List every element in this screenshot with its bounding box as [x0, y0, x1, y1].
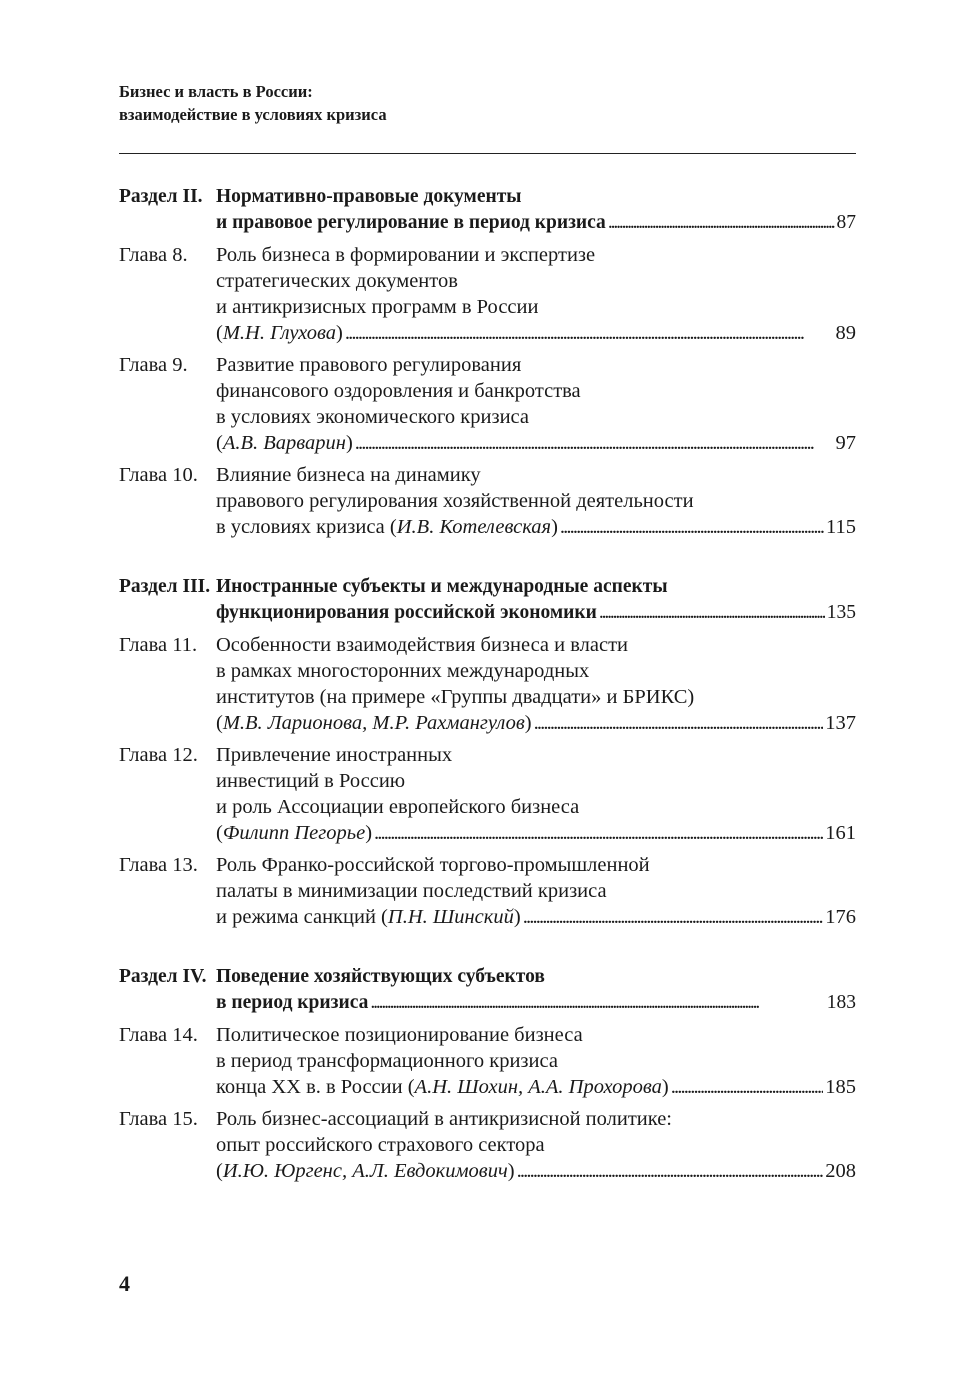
chapter-author: М.Н. Глухова — [222, 322, 336, 344]
chapter-author-line — [216, 514, 558, 540]
chapter-author: Филипп Пегорье — [222, 822, 366, 844]
page-number: 4 — [119, 1271, 130, 1296]
chapter-title-line: Роль Франко-российской торгово-промышленной — [216, 854, 650, 876]
chapter-title-line: Привлечение иностранных — [216, 744, 453, 766]
chapter-page-number: 176 — [825, 906, 856, 928]
author-suffix: ) — [524, 712, 532, 734]
chapter-title-line: и роль Ассоциации европейского бизнеса — [216, 796, 580, 818]
chapter-title-line: Роль бизнес-ассоциаций в антикризисной политике: — [216, 1108, 672, 1130]
dot-leader — [534, 710, 824, 736]
chapter-last-line — [216, 430, 856, 456]
chapter-last-line — [216, 1158, 856, 1184]
toc-section-entry[interactable] — [119, 184, 856, 236]
chapter-label: Глава 12. — [119, 744, 198, 766]
author-prefix: ( — [216, 1160, 223, 1182]
chapter-title-line: в период трансформационного кризиса — [216, 1050, 558, 1072]
author-prefix: ( — [216, 822, 223, 844]
author-prefix: ( — [216, 432, 223, 454]
chapter-title-line: Влияние бизнеса на динамику — [216, 464, 481, 486]
chapter-title-line: Развитие правового регулирования — [216, 354, 522, 376]
running-header-line-2: взаимодействие в условиях кризиса — [119, 105, 387, 124]
section-page-number: 183 — [826, 992, 856, 1013]
chapter-title-line: институтов (на примере «Группы двадцати» и БРИКС) — [216, 686, 695, 708]
toc-chapter-entry[interactable] — [119, 1106, 856, 1184]
chapter-label: Глава 14. — [119, 1024, 198, 1046]
chapter-last-line — [216, 514, 856, 540]
dot-leader — [345, 320, 834, 346]
chapter-title-line: стратегических документов — [216, 270, 458, 292]
section-label: Раздел III. — [119, 576, 211, 597]
chapter-page-number: 115 — [826, 516, 856, 538]
running-header — [119, 80, 387, 126]
chapter-title — [216, 242, 856, 346]
chapter-page-number: 208 — [825, 1160, 856, 1182]
chapter-title — [216, 352, 856, 456]
chapter-page-number: 89 — [835, 322, 856, 344]
toc-section-entry[interactable] — [119, 574, 856, 626]
chapter-author-line — [216, 904, 521, 930]
chapter-title — [216, 742, 856, 846]
chapter-page-number: 161 — [825, 822, 856, 844]
running-header-line-1: Бизнес и власть в России: — [119, 82, 313, 101]
chapter-title-line: финансового оздоровления и банкротства — [216, 380, 581, 402]
chapter-author: И.В. Котелевская — [396, 516, 552, 538]
chapter-title — [216, 462, 856, 540]
chapter-last-line — [216, 904, 856, 930]
chapter-title-line: в условиях экономического кризиса — [216, 406, 529, 428]
chapter-label: Глава 8. — [119, 244, 188, 266]
chapter-title — [216, 852, 856, 930]
chapter-last-line — [216, 820, 856, 846]
chapter-author-line — [216, 430, 353, 456]
section-title-line: Нормативно-правовые документы — [216, 186, 522, 207]
toc-chapter-entry[interactable] — [119, 742, 856, 846]
chapter-title-line: палаты в минимизации последствий кризиса — [216, 880, 607, 902]
section-label: Раздел II. — [119, 186, 203, 207]
chapter-label: Глава 10. — [119, 464, 198, 486]
chapter-title-line: в рамках многосторонних международных — [216, 660, 590, 682]
toc-chapter-entry[interactable] — [119, 462, 856, 540]
section-page-number: 135 — [826, 602, 856, 623]
chapter-title-line: Политическое позиционирование бизнеса — [216, 1024, 583, 1046]
header-divider — [119, 153, 856, 154]
section-spacer — [119, 930, 856, 964]
chapter-author-line — [216, 320, 343, 346]
dot-leader — [671, 1074, 824, 1100]
chapter-title-line: опыт российского страхового сектора — [216, 1134, 545, 1156]
chapter-title — [216, 632, 856, 736]
section-spacer — [119, 540, 856, 574]
chapter-label: Глава 13. — [119, 854, 198, 876]
chapter-author: П.Н. Шинский — [387, 906, 514, 928]
chapter-page-number: 137 — [825, 712, 856, 734]
chapter-page-number: 97 — [835, 432, 856, 454]
author-suffix: ) — [345, 432, 353, 454]
section-title — [216, 574, 856, 626]
section-title — [216, 184, 856, 236]
author-suffix: ) — [551, 516, 558, 538]
author-prefix: в условиях кризиса ( — [216, 516, 397, 538]
author-prefix: ( — [216, 322, 223, 344]
chapter-last-line — [216, 1074, 856, 1100]
toc-chapter-entry[interactable] — [119, 352, 856, 456]
dot-leader — [608, 210, 835, 236]
chapter-author-line — [216, 1074, 669, 1100]
author-prefix: конца XX в. в России ( — [216, 1076, 415, 1098]
dot-leader — [599, 600, 825, 626]
author-prefix: ( — [216, 712, 223, 734]
chapter-author: И.Ю. Юргенс, А.Л. Евдокимович — [222, 1160, 508, 1182]
chapter-title-line: Роль бизнеса в формировании и экспертизе — [216, 244, 596, 266]
section-page-number: 87 — [836, 212, 856, 233]
section-title — [216, 964, 856, 1016]
toc-section-entry[interactable] — [119, 964, 856, 1016]
dot-leader — [517, 1158, 824, 1184]
section-title-line: Поведение хозяйствующих субъектов — [216, 966, 545, 987]
toc-chapter-entry[interactable] — [119, 242, 856, 346]
table-of-contents — [119, 184, 856, 1184]
author-suffix: ) — [513, 906, 521, 928]
chapter-author-line — [216, 1158, 515, 1184]
chapter-label: Глава 11. — [119, 634, 198, 656]
section-title-last-line — [216, 990, 856, 1016]
author-suffix: ) — [336, 322, 343, 344]
chapter-title-line: инвестиций в Россию — [216, 770, 406, 792]
chapter-last-line — [216, 320, 856, 346]
chapter-author: А.Н. Шохин, А.А. Прохорова — [414, 1076, 662, 1098]
chapter-title-line: и антикризисных программ в России — [216, 296, 539, 318]
chapter-author: А.В. Варварин — [222, 432, 346, 454]
chapter-page-number: 185 — [825, 1076, 856, 1098]
dot-leader — [370, 990, 824, 1016]
section-title-line: в период кризиса — [216, 992, 369, 1013]
chapter-title-line: правового регулирования хозяйственной деятельности — [216, 490, 694, 512]
dot-leader — [355, 430, 834, 456]
toc-chapter-entry[interactable] — [119, 632, 856, 736]
dot-leader — [523, 904, 824, 930]
chapter-title-line: Особенности взаимодействия бизнеса и власти — [216, 634, 629, 656]
section-label: Раздел IV. — [119, 966, 207, 987]
section-title-line: функционирования российской экономики — [216, 602, 597, 623]
author-suffix: ) — [507, 1160, 515, 1182]
toc-chapter-entry[interactable] — [119, 1022, 856, 1100]
section-title-line: и правовое регулирование в период кризиса — [216, 212, 606, 233]
chapter-title — [216, 1022, 856, 1100]
dot-leader — [560, 514, 824, 540]
chapter-author: М.В. Ларионова, М.Р. Рахмангулов — [222, 712, 525, 734]
section-title-last-line — [216, 210, 856, 236]
chapter-author-line — [216, 710, 532, 736]
toc-chapter-entry[interactable] — [119, 852, 856, 930]
section-title-last-line — [216, 600, 856, 626]
author-prefix: и режима санкций ( — [216, 906, 388, 928]
chapter-label: Глава 9. — [119, 354, 188, 376]
chapter-label: Глава 15. — [119, 1108, 198, 1130]
chapter-last-line — [216, 710, 856, 736]
author-suffix: ) — [365, 822, 373, 844]
chapter-author-line — [216, 820, 372, 846]
author-suffix: ) — [661, 1076, 669, 1098]
chapter-title — [216, 1106, 856, 1184]
section-title-line: Иностранные субъекты и международные аспекты — [216, 576, 668, 597]
dot-leader — [374, 820, 823, 846]
